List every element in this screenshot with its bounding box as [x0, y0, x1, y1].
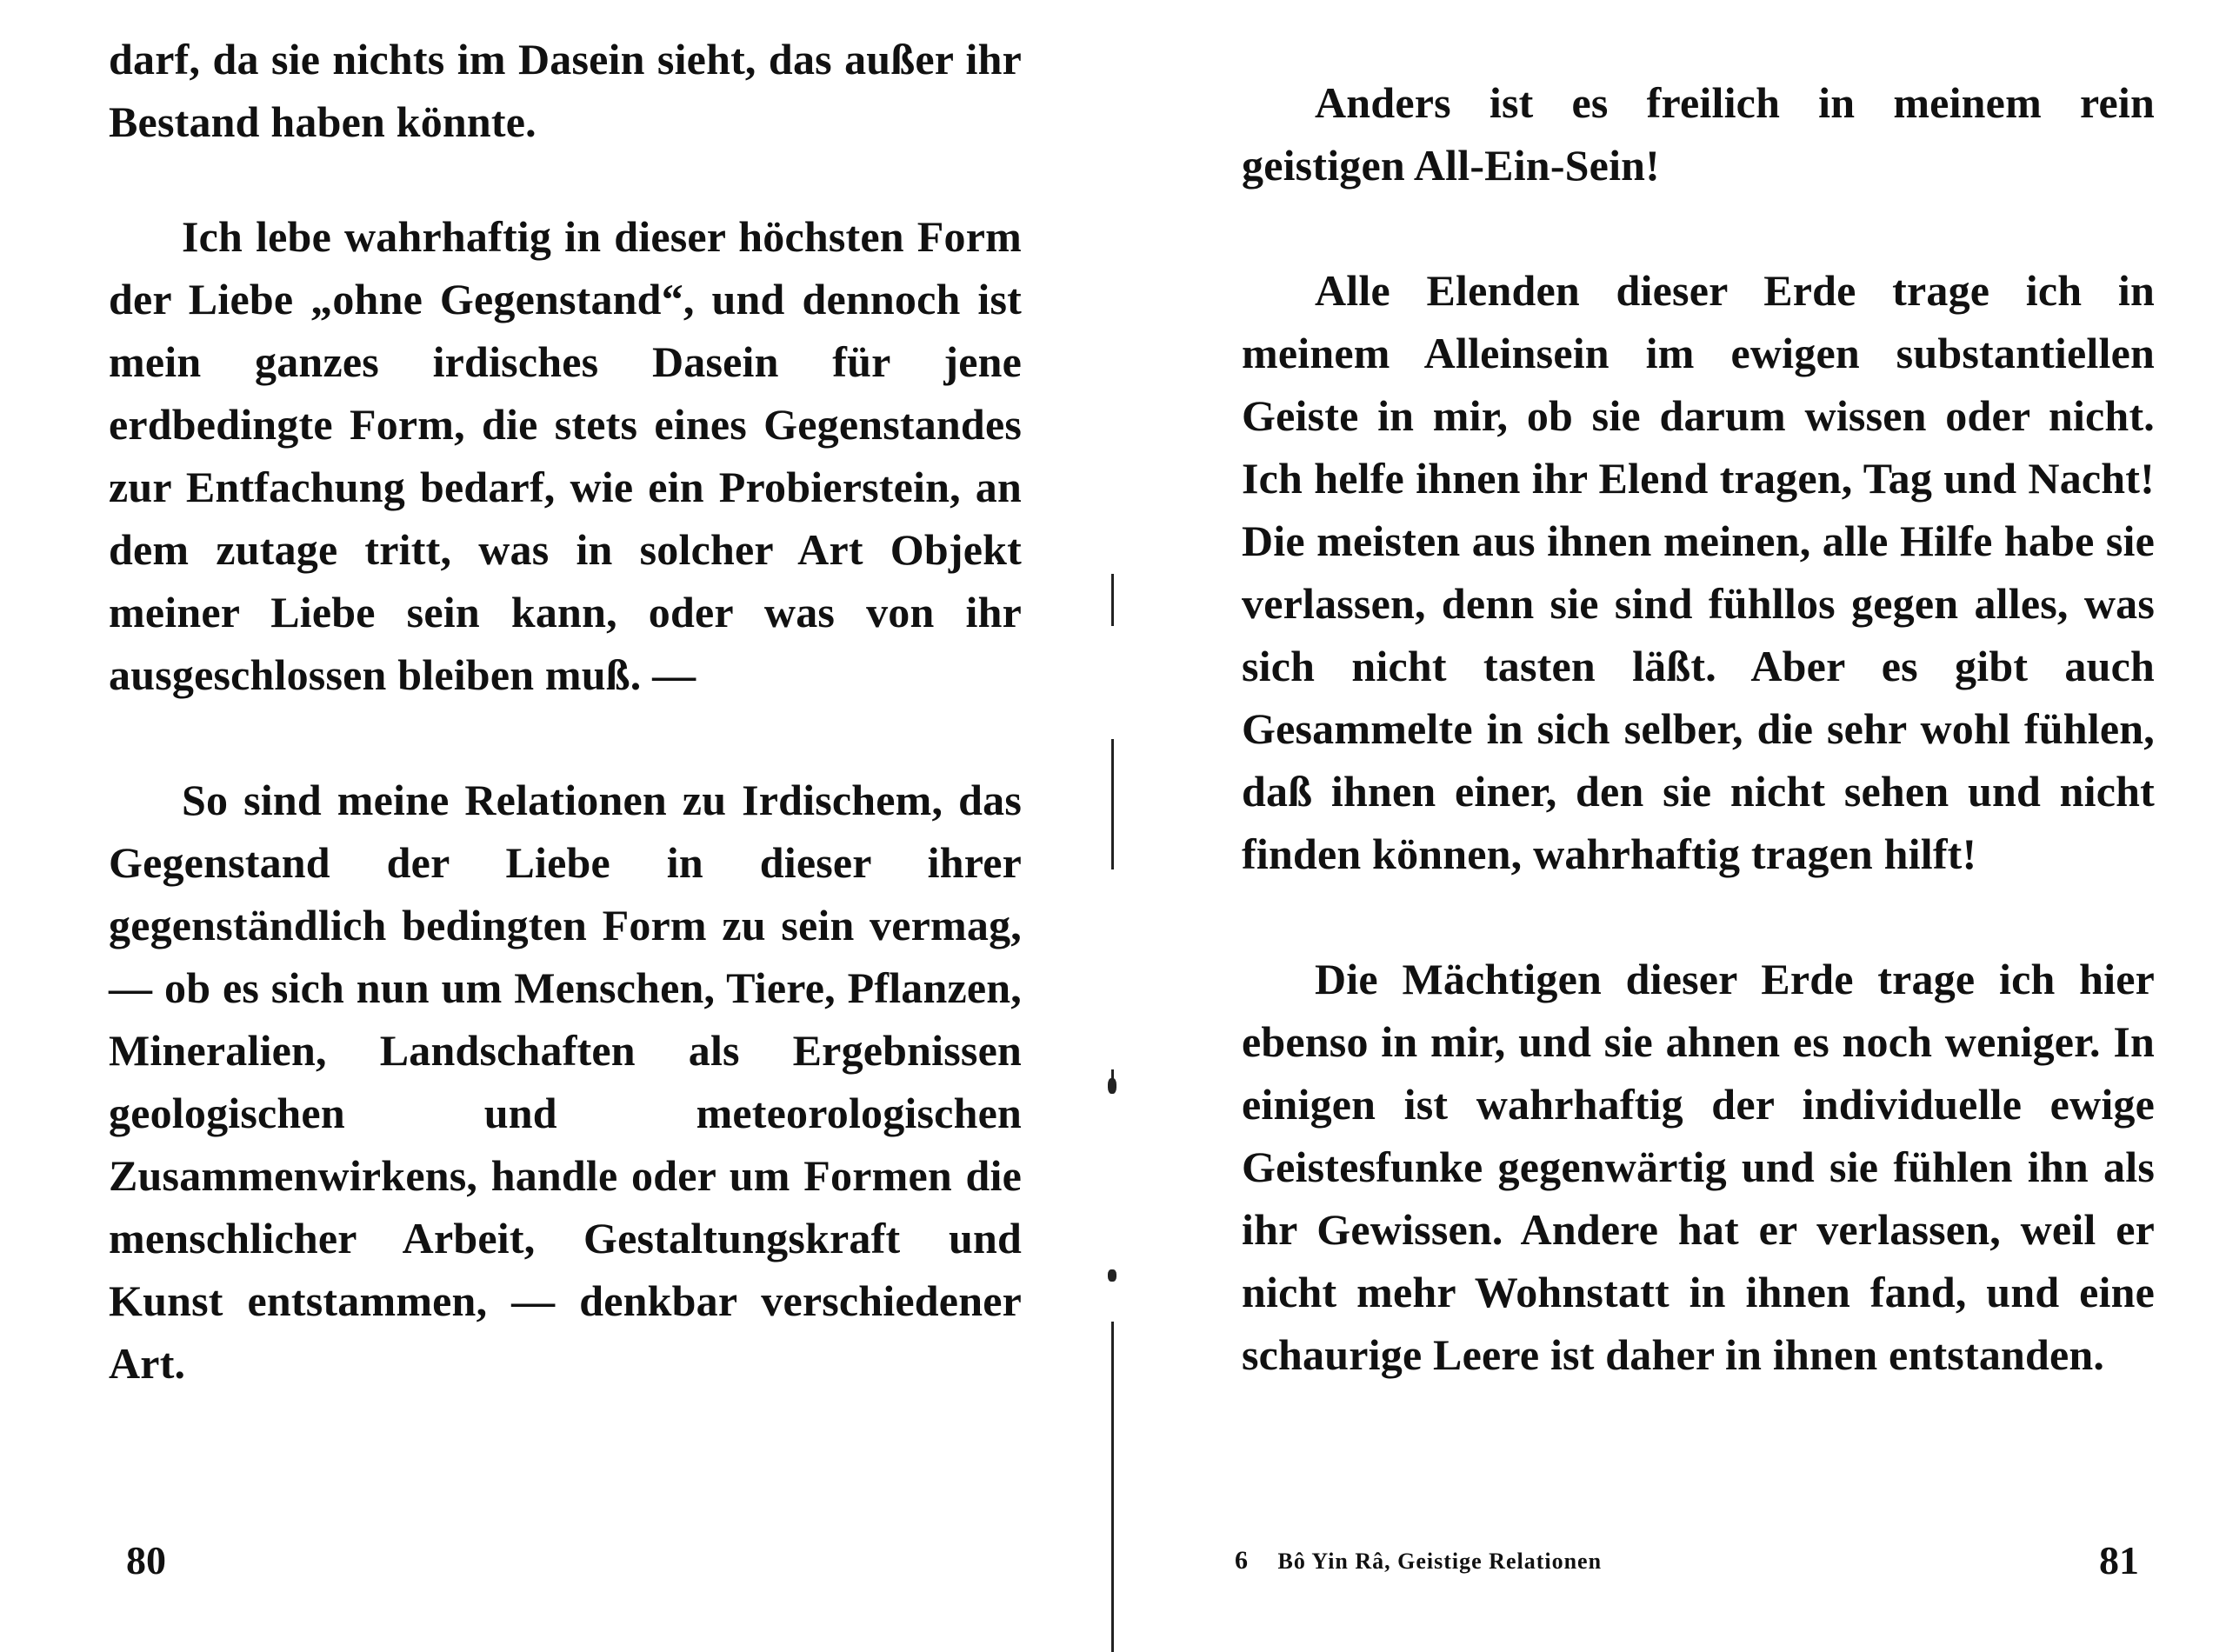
signature-number: 6: [1235, 1546, 1249, 1575]
left-page-text: [109, 28, 1022, 1395]
page-number-right: 81: [2099, 1538, 2139, 1582]
book-gutter: [1111, 574, 1115, 1652]
paragraph-1: darf, da sie nichts im Dasein sieht, das außer ihr Bestand haben könnte.: [109, 35, 1022, 146]
page-number-left: 80: [126, 1538, 166, 1582]
paragraph-2: Alle Elenden dieser Erde trage ich in meinem Alleinsein im ewigen substantiellen Geiste in mir, ob sie darum wissen oder nicht. Ich helfe ihnen ihr Elend tragen, Tag und Nacht! Die meisten aus ihnen meinen, alle Hilfe habe sie verlassen, denn sie sind fühllos gegen alles, was sich nicht tasten läßt. Aber es gibt auch Gesammelte in sich selber, die sehr wohl fühlen, daß ihnen einer, den sie nicht sehen und nicht finden können, wahrhaftig tragen hilft!: [1242, 266, 2155, 878]
right-page: [1122, 0, 2226, 1652]
signature-text: Bô Yin Râ, Geistige Relationen: [1277, 1549, 1603, 1574]
left-page: [0, 0, 1104, 1652]
paragraph-3: Die Mächtigen dieser Erde trage ich hier ebenso in mir, und sie ahnen es noch weniger. In einigen ist wahrhaftig der individuelle ewige Geistesfunke gegenwärtig und sie fühlen ihn als ihr Gewissen. Andere hat er verlassen, weil er nicht mehr Wohnstatt in ihnen fand, und eine schaurige Leere ist daher in ihnen entstanden.: [1242, 955, 2155, 1379]
paragraph-2: Ich lebe wahrhaftig in dieser höchsten Form der Liebe „ohne Gegenstand“, und dennoch ist mein ganzes irdisches Dasein für jene erdbedingte Form, die stets eines Gegenstandes zur Entfachung bedarf, wie ein Probierstein, an dem zutage tritt, was in solcher Art Objekt meiner Liebe sein kann, oder was von ihr ausgeschlossen bleiben muß. —: [109, 212, 1022, 699]
paragraph-3: So sind meine Relationen zu Irdischem, das Gegenstand der Liebe in dieser ihrer gegenständlich bedingten Form zu sein vermag, — ob es sich nun um Menschen, Tiere, Pflanzen, Mineralien, Landschaften als Ergebnissen geologischen und meteorologischen Zusammenwirkens, handle oder um Formen die menschlicher Arbeit, Gestaltungskraft und Kunst entstammen, — denkbar verschiedener Art.: [109, 776, 1022, 1388]
printer-signature: [1235, 1546, 1602, 1575]
paragraph-1: Anders ist es freilich in meinem rein geistigen All-Ein-Sein!: [1242, 78, 2155, 190]
right-page-text: [1242, 71, 2155, 1386]
